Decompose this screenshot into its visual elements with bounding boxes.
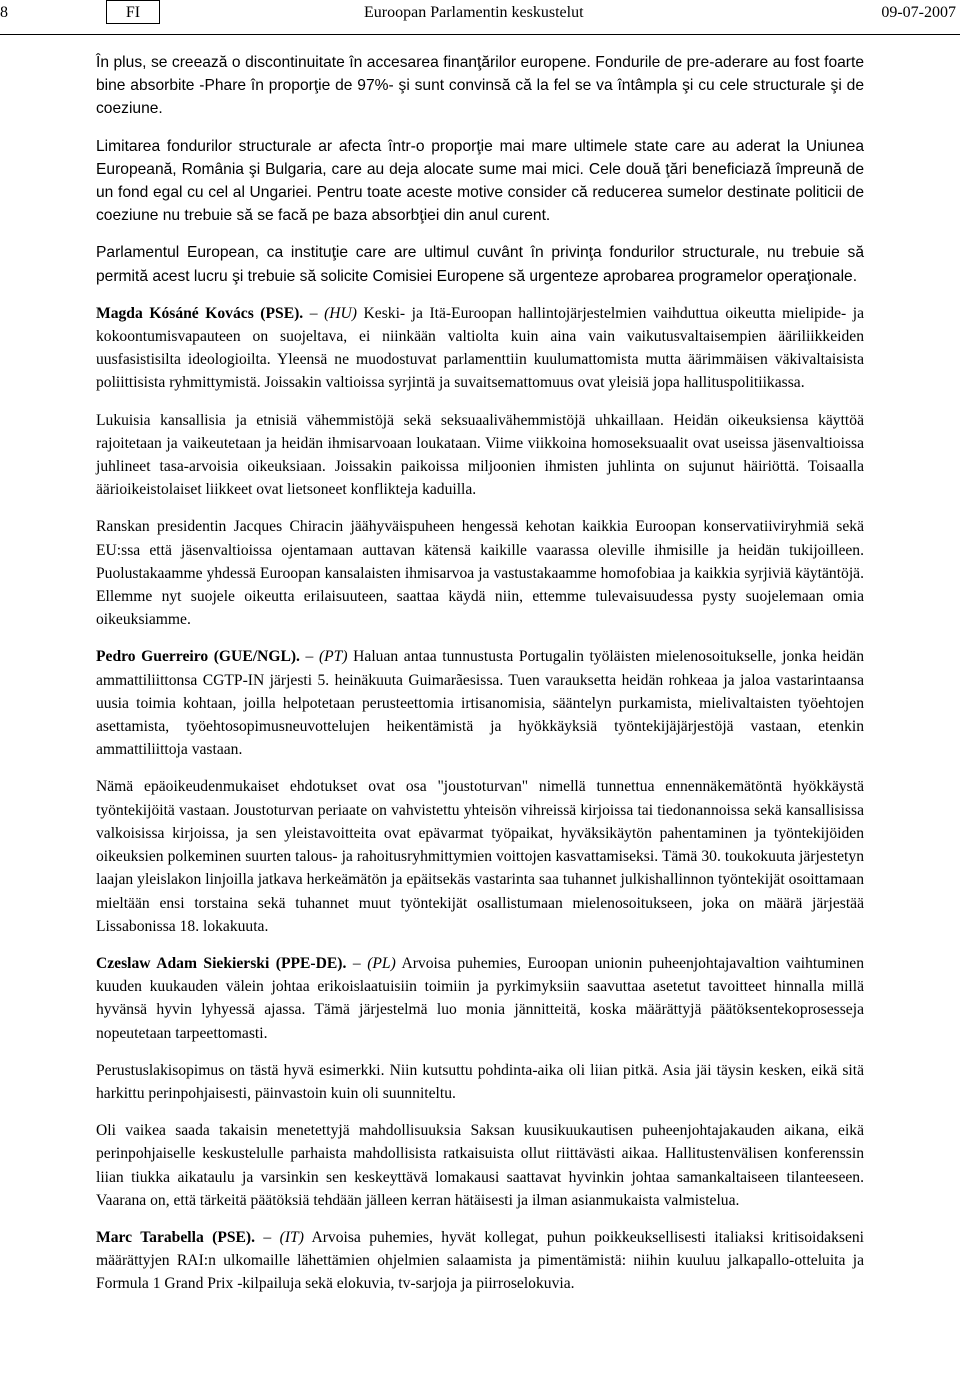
speech-paragraph: Marc Tarabella (PSE). – (IT) Arvoisa puhemies, hyvät kollegat, puhun poikkeuksellisesti italiaksi kritisoidakseni määrättyjen RAI:n ulkomaille lähettämien ohjelmien salaamista ja pimentämistä: niihin kuuluu jalkapallo-otteluita ja Formula 1 Grand Prix -kilpailuja sekä elokuvia, tv-sarjoja ja piirroselokuvia.	[96, 1228, 865, 1293]
paragraph-text: Arvoisa puhemies, hyvät kollegat, puhun poikkeuksellisesti italiaksi kritisoidakseni määrättyjen RAI:n ulkomaille lähettämien ohjelmien salaamista ja pimentämistä: niihin kuuluu jalkapallo-otteluita ja Formula 1 Grand Prix -kilpailuja sekä elokuvia, tv-sarjoja ja piirroselokuvia.	[96, 1228, 865, 1293]
paragraph-text: Nämä epäoikeudenmukaiset ehdotukset ovat osa "joustoturvan" nimellä tunnettua ennennäkemätöntä hyökkäystä työntekijöitä vastaan. Joustoturvan periaate on vahvistettu yhteisön vihreissä kirjoissa tai tiedonannoissa sekä kansallisissa valkoisissa kirjoissa, ja sen yleistavoitteita ovat epävarmat työpaikat, hyväksikäytön pahentaminen ja työntekijöiden oikeuksien polkeminen suurten talous- ja rahoitusryhmittymien voittojen kasvattamiseksi. Tämä 30. toukokuuta järjestetyn laajan yleislakon linjoilla jatkava herkeämätön ja epäitsekäs vastarinta saa tuhannet julkishallinnon työntekijät osoittamaan mieltään ensi torstaina sekä tuhannet muut työntekijät osallistumaan mielenosoitukseen, joka on määrä järjestää Lissabonissa 18. lokakuuta.	[96, 778, 864, 935]
paragraph-text: Keski- ja Itä-Euroopan hallintojärjestelmien vaihduttua oikeutta mielipide- ja kokoontumisvapauteen on suojeltava, ei niinkään valtiolta kuin aina vain vaikutusvaltaisempien ääriliikkeiden uusfasistisilta ideologioilta. Yleensä ne muodostuvat parlamenttiin kuulumattomista mutta äärimmäisen väkivaltaisista poliittisista ryhmittymistä. Joissakin valtioissa syrjintä ja suvaitsemattomuus ovat yleisiä jopa hallituspolitiikassa.	[96, 304, 865, 392]
paragraph	[96, 135, 864, 228]
document-date: 09-07-2007	[881, 4, 956, 21]
paragraph	[96, 51, 864, 121]
paragraph	[96, 1059, 864, 1105]
paragraph-text: Ranskan presidentin Jacques Chiracin jäähyväispuheen hengessä kehotan kaikkia Euroopan konservatiiviryhmiä sekä EU:ssa että jäsenvaltioissa ojentamaan auttavan kätensä kaikille vaarassa oleville ihmisille ja heidän tukijoilleen. Puolustakaamme yhdessä Euroopan kansalaisten ihmisarvoa ja vastustakaamme homofobiaa ja kaikkia syrjiviä käytäntöjä. Ellemme nyt suojele oikeutta erilaisuuteen, saattaa käydä niin, ettemme tulevaisuudessa pysty suojelemaan omia oikeuksiamme.	[96, 518, 864, 629]
page-header	[0, 0, 960, 30]
speech-language: (PT)	[318, 648, 348, 666]
speech-language: (HU)	[324, 304, 357, 322]
speaker-name: Magda Kósáné Kovács (PSE).	[96, 304, 304, 322]
paragraph-text: Oli vaikea saada takaisin menetettyjä mahdollisuuksia Saksan kuusikuukautisen puheenjohtajakauden aikana, eikä perinpohjaiselle keskustelulle parhaista mahdollisista ratkaisuista ollut riittävästi aikaa. Hallitustenvälisen konferenssin liian tiukka aikataulu ja varsinkin sen keskeyttävä lomakausi saattavat hyvinkin johtaa samankaltaiseen tilanteeseen. Vaarana on, että tärkeitä päätöksiä tehdään jälleen kerran hätäisesti ja ilman asianmukaista valmistelua.	[96, 1122, 864, 1209]
paragraph-text: Arvoisa puhemies, Euroopan unionin puheenjohtajavaltion vaihtuminen kuuden kuukauden välein johtaa erikoislaatuisiin toimiin ja pyrkimyksiin saavuttaa asetetut tavoitteet hinnalla millä hyvänsä hyvin lyhyessä ajassa. Tämä järjestelmä luo monia jännitteitä, koska määrättyjä päätöksentekoprosesseja nopeutetaan tarpeettomasti.	[96, 954, 865, 1042]
speaker-name: Marc Tarabella (PSE).	[96, 1228, 256, 1246]
paragraph	[96, 775, 864, 937]
paragraph-text: Lukuisia kansallisia ja etnisiä vähemmistöjä sekä seksuaalivähemmistöjä uhkaillaan. Heidän oikeuksiensa käyttöä rajoitetaan ja vaikeutetaan ja heidän ihmisarvoaan loukataan. Viime viikkoina homoseksuaalit ovat useissa jäsenvaltioissa juhlineet tasa-arvoisia oikeuksiaan. Joissakin paikoissa miljoonien ihmisten juhlinta on sujunut häiriöttä. Toisaalla äärioikeistolaiset liikkeet ovat lietsoneet konflikteja kaduilla.	[96, 411, 864, 499]
speech-paragraph: Pedro Guerreiro (GUE/NGL). – (PT) Haluan antaa tunnustusta Portugalin työläisten mielenosoitukselle, jonka heidän ammattiliittonsa CGTP-IN järjesti 5. heinäkuuta Guimarãesissa. Tuen varauksetta heidän rohkeaa ja jaloa vastarintaansa uusia toimia kohtaan, joilla helpotetaan perusteettomia irtisanomisia, sääntelyn purkamista, mielivaltaisten työehtojen asettamista, työehtosopimusneuvottelujen heikentämistä ja hyökkäyksiä työntekijäjärjestöjä vastaan, etenkin ammattiliittoja vastaan.	[96, 648, 864, 759]
paragraph-text: Perustuslakisopimus on tästä hyvä esimerkki. Niin kutsuttu pohdinta-aika oli liian pitkä. Asia jäi täysin kesken, eikä sitä harkittu perinpohjaisesti, päinvastoin kuin oli suunniteltu.	[96, 1061, 864, 1102]
document-body	[96, 51, 864, 1310]
paragraph-text: Limitarea fondurilor structurale ar afecta într-o proporţie mai mare ultimele state care au aderat la Uniunea Europeană, România şi Bulgaria, care au deja alocate sume mai mici. Cele două ţări beneficiază împreună de un fond egal cu cel al Ungariei. Pentru toate aceste motive consider că reducerea sumelor destinate politicii de coeziune nu trebuie să se facă pe baza absorbţiei din anul curent.	[96, 137, 864, 225]
paragraph-text: Parlamentul European, ca instituţie care are ultimul cuvânt în privinţa fondurilor structurale, nu trebuie să permită acest lucru şi trebuie să solicite Comisiei Europene să urgenteze aprobarea programelor operaţionale.	[96, 244, 864, 285]
paragraph-text: În plus, se creează o discontinuitate în accesarea finanţărilor europene. Fondurile de pre-aderare au fost foarte bine absorbite -Phare în proporţie de 97%- şi sunt convinsă că la fel se va întâmpla şi cu cele structurale şi de coeziune.	[96, 54, 864, 118]
document-title: Euroopan Parlamentin keskustelut	[364, 4, 584, 21]
speech-paragraph: Magda Kósáné Kovács (PSE). – (HU) Keski- ja Itä-Euroopan hallintojärjestelmien vaihduttua oikeutta mielipide- ja kokoontumisvapauteen on suojeltava, ei niinkään valtiolta kuin aina vain vaikutusvaltaisempien ääriliikkeiden uusfasistisilta ideologioilta. Yleensä ne muodostuvat parlamenttiin kuulumattomista mutta äärimmäisen väkivaltaisista poliittisista ryhmittymistä. Joissakin valtioissa syrjintä ja suvaitsemattomuus ovat yleisiä jopa hallituspolitiikassa.	[96, 304, 865, 392]
paragraph	[96, 515, 864, 631]
paragraph	[96, 241, 864, 287]
language-code-box: FI	[106, 0, 160, 24]
header-divider	[0, 34, 960, 35]
speaker-name: Pedro Guerreiro (GUE/NGL).	[96, 648, 300, 666]
speech-language: (PL)	[367, 954, 396, 972]
paragraph	[96, 1119, 864, 1212]
speech-paragraph: Czeslaw Adam Siekierski (PPE-DE). – (PL) Arvoisa puhemies, Euroopan unionin puheenjohtajavaltion vaihtuminen kuuden kuukauden välein johtaa erikoislaatuisiin toimiin ja pyrkimyksiin saavuttaa asetetut tavoitteet hinnalla millä hyvänsä hyvin lyhyessä ajassa. Tämä järjestelmä luo monia jännitteitä, koska määrättyjä päätöksentekoprosesseja nopeutetaan tarpeettomasti.	[96, 954, 865, 1042]
paragraph	[96, 409, 864, 502]
speaker-name: Czeslaw Adam Siekierski (PPE-DE).	[96, 954, 347, 972]
paragraph-text: Haluan antaa tunnustusta Portugalin työläisten mielenosoitukselle, jonka heidän ammattiliittonsa CGTP-IN järjesti 5. heinäkuuta Guimarãesissa. Tuen varauksetta heidän rohkeaa ja jaloa vastarintaansa uusia toimia kohtaan, joilla helpotetaan perusteettomia irtisanomisia, sääntelyn purkamista, mielivaltaisten työehtojen asettamista, työehtosopimusneuvottelujen heikentämistä ja hyökkäyksiä työntekijäjärjestöjä vastaan, etenkin ammattiliittoja vastaan.	[96, 648, 864, 759]
page-number: 8	[0, 4, 8, 21]
speech-language: (IT)	[279, 1228, 304, 1246]
